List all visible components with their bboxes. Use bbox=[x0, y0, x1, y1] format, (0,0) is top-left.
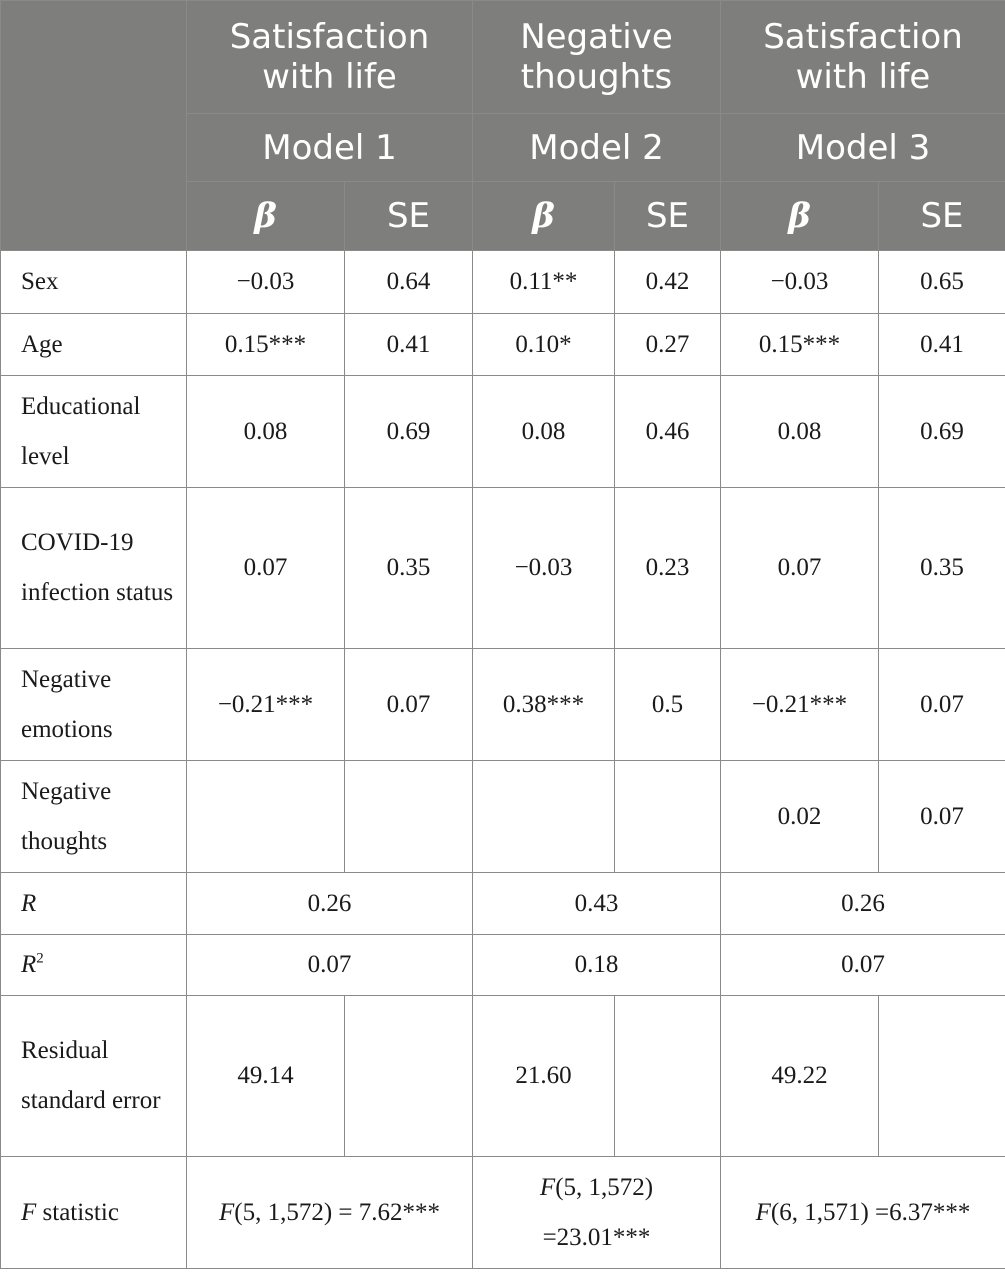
rse-m3-empty bbox=[879, 996, 1005, 1157]
cell-m2-se: 0.27 bbox=[615, 314, 721, 376]
cell-m1-beta: −0.03 bbox=[187, 251, 345, 314]
row-label: COVID-19 infection status bbox=[1, 488, 187, 649]
cell-m2-beta: 0.11** bbox=[473, 251, 615, 314]
group-header-3: Satisfaction with life bbox=[721, 1, 1005, 114]
group-header-2: Negative thoughts bbox=[473, 1, 721, 114]
cell-m3-beta: −0.03 bbox=[721, 251, 879, 314]
cell-m1-beta: −0.21*** bbox=[187, 649, 345, 761]
cell-m3-se: 0.69 bbox=[879, 376, 1005, 488]
row-label: Sex bbox=[1, 251, 187, 314]
model-header-3: Model 3 bbox=[721, 114, 1005, 182]
corner-cell bbox=[1, 1, 187, 251]
rse-m1-empty bbox=[345, 996, 473, 1157]
cell-m1-beta: 0.15*** bbox=[187, 314, 345, 376]
table-row bbox=[1, 761, 1005, 873]
cell-m2-beta: 0.10* bbox=[473, 314, 615, 376]
cell-m3-beta: −0.21*** bbox=[721, 649, 879, 761]
se-header-3: SE bbox=[879, 182, 1005, 251]
model-header-2: Model 2 bbox=[473, 114, 721, 182]
rse-m2-empty bbox=[615, 996, 721, 1157]
cell-m2-se: 0.23 bbox=[615, 488, 721, 649]
table-row bbox=[1, 376, 1005, 488]
r2-m3: 0.07 bbox=[721, 935, 1005, 996]
row-label-rse: Residual standard error bbox=[1, 996, 187, 1157]
cell-m3-beta: 0.15*** bbox=[721, 314, 879, 376]
cell-m1-beta: 0.08 bbox=[187, 376, 345, 488]
rse-m1: 49.14 bbox=[187, 996, 345, 1157]
cell-m2-beta: 0.08 bbox=[473, 376, 615, 488]
table-row-f bbox=[1, 1157, 1005, 1269]
cell-m2-se bbox=[615, 761, 721, 873]
table-row bbox=[1, 314, 1005, 376]
group-header-1: Satisfaction with life bbox=[187, 1, 473, 114]
f-m1: F(5, 1,572) = 7.62*** bbox=[187, 1157, 473, 1269]
table-row-rse bbox=[1, 996, 1005, 1157]
cell-m2-beta: 0.38*** bbox=[473, 649, 615, 761]
cell-m2-se: 0.46 bbox=[615, 376, 721, 488]
cell-m1-se: 0.07 bbox=[345, 649, 473, 761]
cell-m3-beta: 0.07 bbox=[721, 488, 879, 649]
row-label: Age bbox=[1, 314, 187, 376]
row-label-f: F statistic bbox=[1, 1157, 187, 1269]
r2-m2: 0.18 bbox=[473, 935, 721, 996]
cell-m3-se: 0.65 bbox=[879, 251, 1005, 314]
cell-m2-beta: −0.03 bbox=[473, 488, 615, 649]
cell-m1-se: 0.64 bbox=[345, 251, 473, 314]
cell-m1-se bbox=[345, 761, 473, 873]
table-row-r bbox=[1, 873, 1005, 935]
r2-m1: 0.07 bbox=[187, 935, 473, 996]
cell-m3-se: 0.07 bbox=[879, 649, 1005, 761]
rse-m2: 21.60 bbox=[473, 996, 615, 1157]
beta-header-2: β bbox=[473, 182, 615, 251]
cell-m1-se: 0.69 bbox=[345, 376, 473, 488]
cell-m2-se: 0.5 bbox=[615, 649, 721, 761]
cell-m1-beta: 0.07 bbox=[187, 488, 345, 649]
row-label: Educational level bbox=[1, 376, 187, 488]
cell-m3-se: 0.07 bbox=[879, 761, 1005, 873]
row-label: Negative emotions bbox=[1, 649, 187, 761]
table-row bbox=[1, 649, 1005, 761]
se-header-2: SE bbox=[615, 182, 721, 251]
beta-header-1: β bbox=[187, 182, 345, 251]
f-m3: F(6, 1,571) =6.37*** bbox=[721, 1157, 1005, 1269]
table-header bbox=[1, 1, 1005, 251]
rse-m3: 49.22 bbox=[721, 996, 879, 1157]
cell-m1-se: 0.35 bbox=[345, 488, 473, 649]
table-row-r2 bbox=[1, 935, 1005, 996]
cell-m3-beta: 0.08 bbox=[721, 376, 879, 488]
cell-m3-beta: 0.02 bbox=[721, 761, 879, 873]
cell-m3-se: 0.41 bbox=[879, 314, 1005, 376]
f-m2: F(5, 1,572) =23.01*** bbox=[473, 1157, 721, 1269]
table-row bbox=[1, 251, 1005, 314]
se-header-1: SE bbox=[345, 182, 473, 251]
r-m1: 0.26 bbox=[187, 873, 473, 935]
cell-m2-beta bbox=[473, 761, 615, 873]
row-label-r: R bbox=[1, 873, 187, 935]
row-label-r2: $R^2$ bbox=[1, 935, 187, 996]
beta-header-3: β bbox=[721, 182, 879, 251]
r-m2: 0.43 bbox=[473, 873, 721, 935]
r-m3: 0.26 bbox=[721, 873, 1005, 935]
row-label: Negative thoughts bbox=[1, 761, 187, 873]
cell-m1-se: 0.41 bbox=[345, 314, 473, 376]
cell-m2-se: 0.42 bbox=[615, 251, 721, 314]
cell-m3-se: 0.35 bbox=[879, 488, 1005, 649]
table-body bbox=[1, 251, 1005, 1269]
table-row bbox=[1, 488, 1005, 649]
cell-m1-beta bbox=[187, 761, 345, 873]
model-header-1: Model 1 bbox=[187, 114, 473, 182]
